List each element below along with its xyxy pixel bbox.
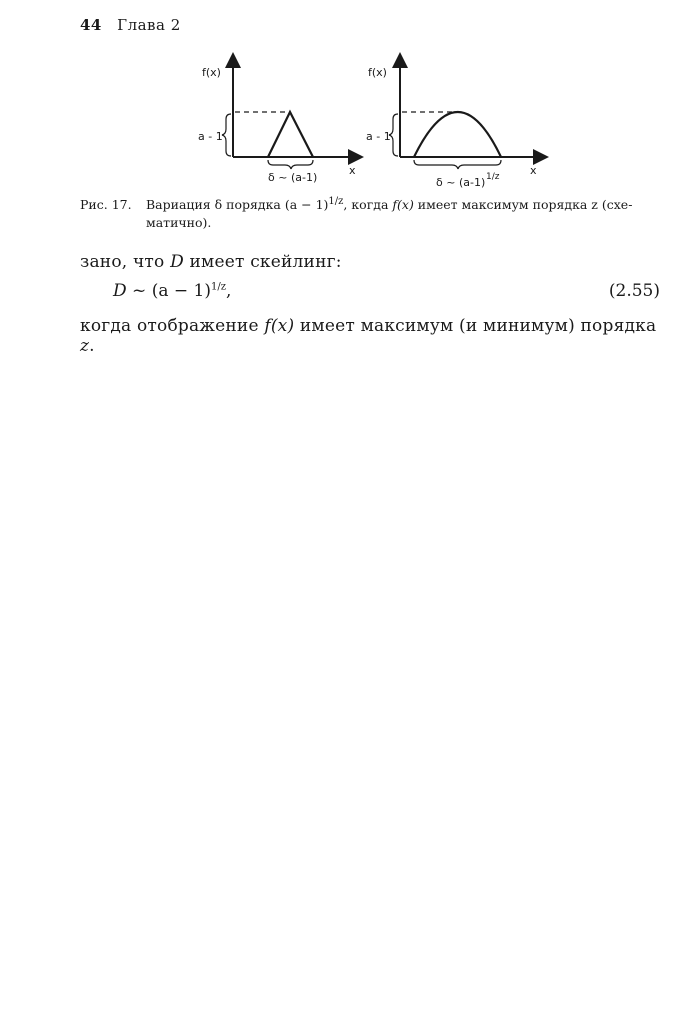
- equation-rel: ~ (a − 1): [126, 281, 211, 301]
- page-number: 44: [80, 16, 102, 34]
- equation-number: (2.55): [608, 281, 660, 301]
- chapter-title: Глава 2: [117, 16, 181, 34]
- caption-fx: f(x): [392, 197, 414, 213]
- right-width-brace: [414, 160, 501, 169]
- line3-post: .: [89, 336, 95, 356]
- left-width-label: δ ~ (a-1): [268, 171, 318, 184]
- right-x-label: x: [530, 164, 537, 177]
- caption-text-mid: , когда: [343, 197, 393, 213]
- caption-line-2: матично).: [146, 215, 212, 231]
- right-width-label: δ ~ (a-1): [436, 176, 486, 189]
- equation-lhs: D: [113, 281, 127, 301]
- line3-fx: f(x): [264, 316, 295, 336]
- right-parabola-curve: [414, 112, 501, 157]
- left-x-label: x: [349, 164, 356, 177]
- right-width-exponent: 1/z: [486, 172, 500, 182]
- equation-exponent: 1/z: [210, 281, 226, 293]
- line1-var-d: D: [170, 252, 184, 272]
- line3-pre: когда отображение: [80, 316, 265, 336]
- right-height-label: a - 1: [366, 130, 391, 143]
- line3-mid: имеет максимум (и минимум) порядка: [294, 316, 657, 336]
- line1-pre: зано, что: [80, 252, 171, 272]
- right-panel: [366, 60, 541, 189]
- left-height-label: a - 1: [198, 130, 223, 143]
- left-width-brace: [268, 160, 313, 169]
- body-line-3: [80, 316, 665, 356]
- left-triangle-curve: [268, 112, 313, 157]
- left-height-brace: [222, 114, 231, 156]
- left-panel: [198, 60, 356, 184]
- caption-line-1: [80, 193, 665, 214]
- figure-diagram: [0, 0, 700, 190]
- caption-exponent: 1/z: [328, 196, 344, 207]
- figure-17: [0, 0, 700, 190]
- equation-2-55: [113, 281, 231, 301]
- caption-text-before: Вариация δ порядка (a − 1): [146, 197, 329, 213]
- figure-caption: [80, 193, 665, 232]
- right-y-label: f(x): [368, 66, 387, 79]
- left-y-label: f(x): [202, 66, 221, 79]
- body-line-1: [80, 252, 665, 272]
- caption-number: Рис. 17.: [80, 197, 132, 213]
- caption-text-after: имеет максимум порядка z (схе-: [413, 197, 633, 213]
- line3-var-z: z: [80, 336, 90, 356]
- line1-post: имеет скейлинг:: [183, 252, 342, 272]
- equation-tail: ,: [225, 281, 232, 301]
